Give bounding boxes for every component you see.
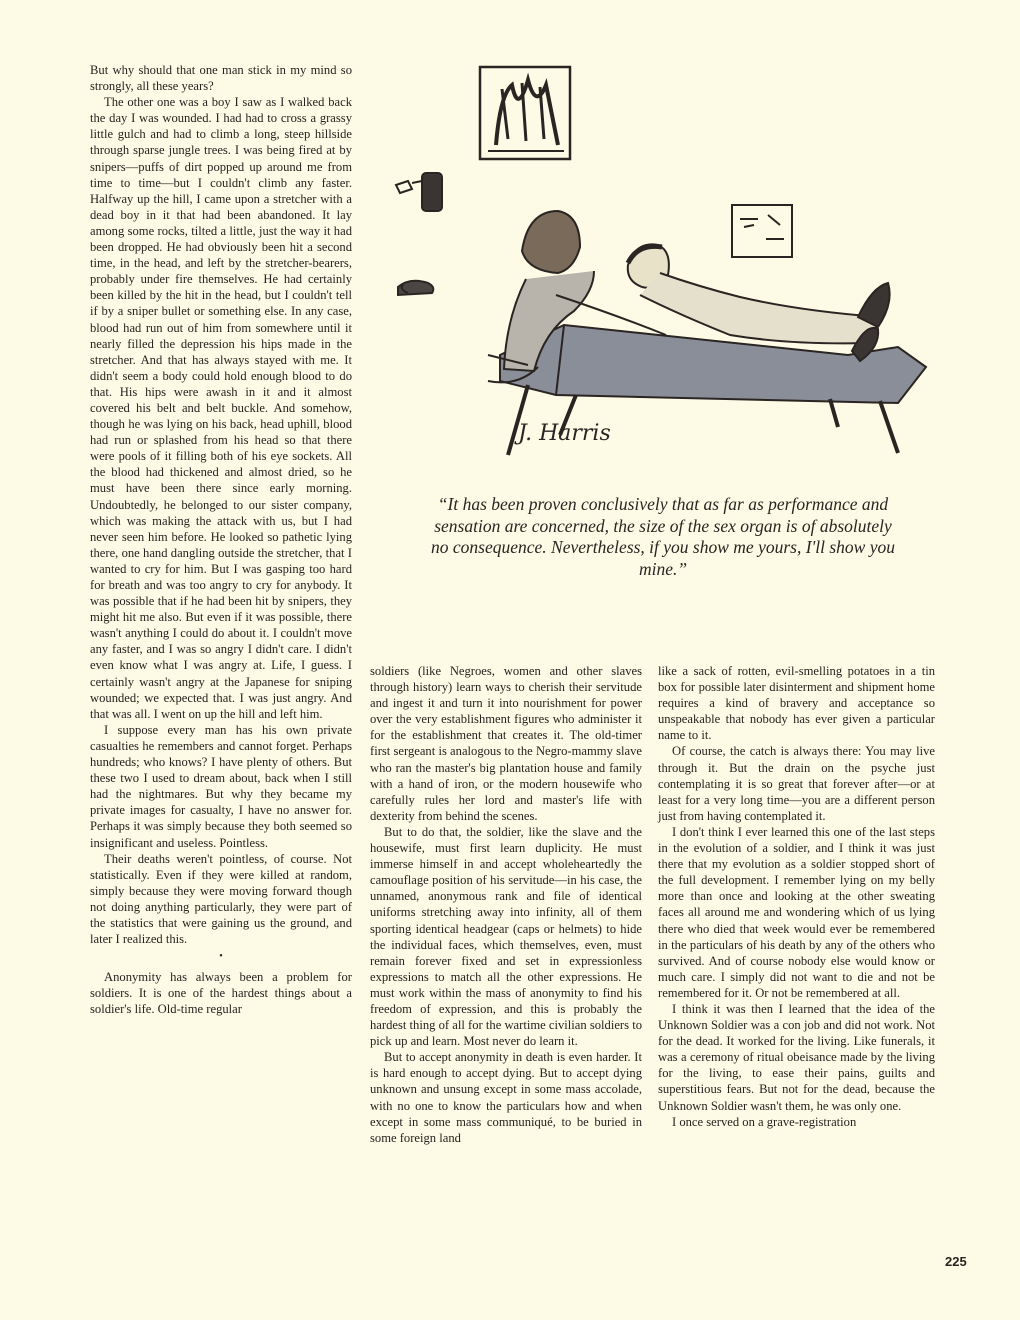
article-column-middle bbox=[370, 663, 642, 1146]
cartoon-caption: “It has been proven conclusively that as far as performance and sensation are concerned, the size of the sex organ is of absolutely no consequence. Nevertheless, if you show me yours, I'll show you mine.” bbox=[431, 494, 895, 579]
paragraph: soldiers (like Negroes, women and other slaves through history) learn ways to cherish their servitude and ingest it and turn it into nourishment for power over the very establishment figures who administer it for the establishment that creates it. The old-timer first sergeant is analogous to the Negro-mammy slave who ran the master's big plantation house and family with a hand of iron, or the modern housewife who carefully rules her lord and master's life with dexterity from behind the scenes. bbox=[370, 664, 642, 823]
artist-signature: J. Harris bbox=[518, 421, 611, 446]
wall-painting bbox=[480, 67, 570, 159]
desk-phone bbox=[398, 281, 433, 295]
wall-phone bbox=[396, 173, 442, 211]
paragraph: But to do that, the soldier, like the slave and the housewife, must first learn duplicity. He must immerse himself in and accept wholeheartedly the camouflage position of his servitude—in his case, the unnamed, anonymous rank and file of identical uniforms stretching away into infinity, all of them sporting identical headgear (caps or helmets) to hide the individual faces, which themselves, even, must remain forever fixed and set in expressionless expressions to match all the other expressions. He must work within the mass of anonymity to find his freedom of expression, and this is probably the hardest thing of all for the wartime civilian soldiers to pick up and learn. Most never do learn it. bbox=[370, 824, 642, 1049]
article-column-right bbox=[658, 663, 935, 1130]
page-number: 225 bbox=[945, 1254, 967, 1269]
article-column-left bbox=[90, 62, 352, 1017]
paragraph: I suppose every man has his own private casualties he remembers and cannot forget. Perhaps hundreds; who knows? I have plenty of others. But these two I used to dream about, back when I still had the nightmares. But why they became my private images for casualty, I have no answer for. Perhaps it was simply because they both seemed so insignificant and useless. Pointless. bbox=[90, 722, 352, 850]
paragraph: The other one was a boy I saw as I walked back the day I was wounded. I had had to cross a grassy little gulch and had to climb a long, steep hillside through sparse jungle trees. I was being fired at by snipers—puffs of dirt popped up around me from time to time—but I couldn't climb any faster. Halfway up the hill, I came upon a stretcher with a dead boy in it that had been abandoned. It lay among some rocks, tilted a little, just the way it had been dropped. He had obviously been hit a second time, in the head, and left by the stretcher-bearers, probably under fire themselves. He had certainly been killed by the hit in the head, but I couldn't tell if by a sniper bullet or something else. In any case, blood had run out of him from somewhere until it nearly filled the depression his hips made in the stretcher. And that has always stayed with me. It didn't seem a body could hold enough blood to do that. His hips were awash in it and it almost covered his belt and belt buckle. And somehow, though he was lying on his back, head uphill, blood had run or splashed from his head so that there were pools of it filling both of his eye sockets. All the blood had thickened and almost dried, so he must have been there since early morning. Undoubtedly, he belonged to our sister company, which was making the attack with us, but I had never seen him before. He looked so pathetic lying there, one hand dangling outside the stretcher, that I wanted to cry for him. But I was gasping too hard for breath and was too angry to cry for anybody. It was possible that if he had been hit by snipers, they might hit me also. But even if it was possible, there wasn't anything I could do about it. I couldn't move any faster, and I was so angry I didn't care. I didn't even know what I was angry at. Life, I guess. I certainly wasn't angry at the Japanese for sniping wounded; we expected that. I was just angry. And that was all. I went on up the hill and left him. bbox=[90, 95, 352, 721]
cartoon-illustration bbox=[378, 55, 948, 485]
paragraph: like a sack of rotten, evil-smelling potatoes in a tin box for possible later disinterment and shipment home requires a kind of bravery and acceptance so unspeakable that nobody has ever given a particular name to it. bbox=[658, 664, 935, 743]
paragraph: But why should that one man stick in my mind so strongly, all these years? bbox=[90, 63, 352, 94]
paragraph: I once served on a grave-registration bbox=[672, 1114, 857, 1129]
paragraph: Of course, the catch is always there: You may live through it. But the drain on the psyche just contemplating it is so great that forever after—or at least for a very long time—you are a different person just from having contemplated it. bbox=[658, 744, 935, 823]
section-separator: • bbox=[219, 951, 223, 963]
paragraph: I think it was then I learned that the idea of the Unknown Soldier was a con job and did not work. Not for the dead. It worked for the living. Like funerals, it was a ceremony of ritual obeisance made by the living for the living, to ease their pains, guilts and superstitious fears. But not for the dead, because the Unknown Soldier wasn't them, he was only one. bbox=[658, 1001, 935, 1113]
wall-certificate bbox=[732, 205, 792, 257]
paragraph: Their deaths weren't pointless, of course. Not statistically. Even if they were killed at random, simply because they were moving forward though not doing anything particularly, they were part of the statistics that were gaining us the ground, and later I realized this. bbox=[90, 851, 352, 947]
paragraph: Anonymity has always been a problem for soldiers. It is one of the hardest things about a soldier's life. Old-time regular bbox=[90, 970, 352, 1017]
paragraph: But to accept anonymity in death is even harder. It is hard enough to accept dying. But to accept dying unknown and unsung except in some mass accolade, with no one to know the particulars how and when except in some mass communiqué, to be buried in some foreign land bbox=[370, 1050, 642, 1145]
paragraph: I don't think I ever learned this one of the last steps in the evolution of a soldier, and I think it was just there that my evolution as a soldier stopped short of the full development. I remember lying on my belly more than once and looking at the other sweating faces all around me and wondering which of us lying there who died that week would ever be remembered in the particulars of his death by any of the others who survived. And of course nobody else would know or much care. I simply did not want to die and not be remembered for it. Or not be remembered at all. bbox=[658, 824, 935, 1000]
